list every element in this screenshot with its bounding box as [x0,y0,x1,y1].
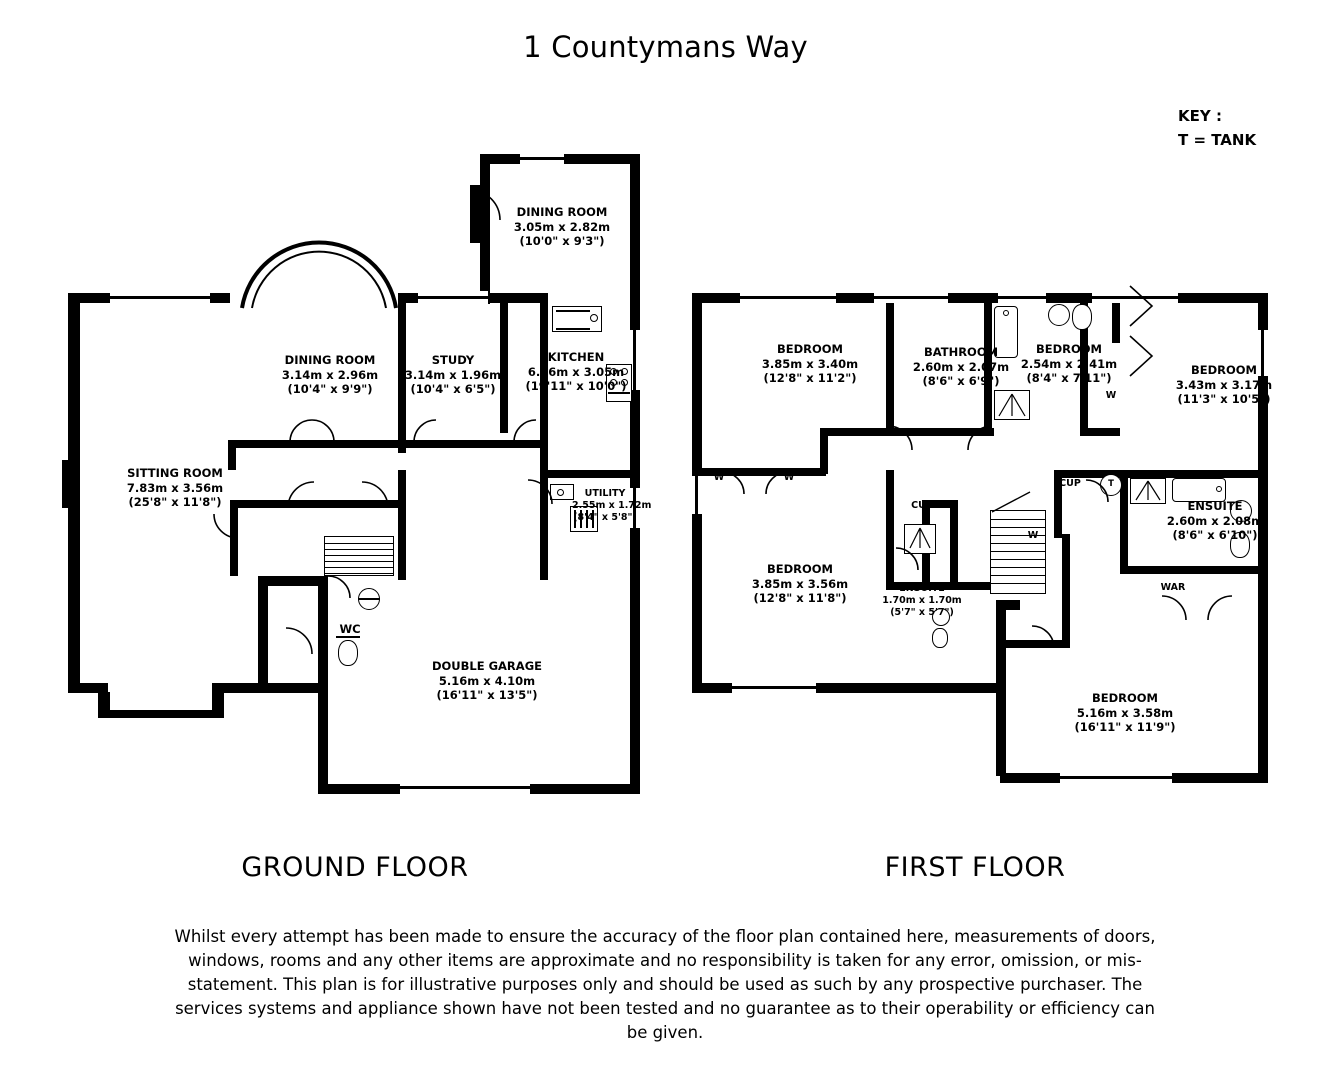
room-label-utility: UTILITY 2.55m x 1.72m (8'4" x 5'8") [572,488,652,524]
room-label-dining-room-1: DINING ROOM 3.05m x 2.82m (10'0" x 9'3") [513,205,611,249]
key-tank-line: T = TANK [1178,131,1257,149]
room-label-ensuite-main: ENSUITE 2.60m x 2.08m (8'6" x 6'10") [1166,499,1264,543]
room-label-ensuite-small: ENSUITE 1.70m x 1.70m (5'7" x 5'7") [882,583,962,619]
wardrobe-label-war: WAR [1160,582,1186,593]
first-floor-label: FIRST FLOOR [884,852,1066,883]
room-label-kitchen: KITCHEN 6.06m x 3.05m (19'11" x 10'0") [525,350,627,394]
wc-toilet-icon [338,640,358,666]
room-label-double-garage: DOUBLE GARAGE 5.16m x 4.10m (16'11" x 13'5") [431,659,542,703]
ground-floor-label: GROUND FLOOR [241,852,469,883]
room-label-bedroom-2: BEDROOM 2.54m x 2.41m (8'4" x 7'11") [1020,342,1118,386]
cupboard-label-1: CUP [911,500,933,511]
room-label-bedroom-5: BEDROOM 5.16m x 3.58m (16'11" x 11'9") [1074,691,1176,735]
wardrobe-label-w3: W [1105,390,1117,401]
room-label-bedroom-1: BEDROOM 3.85m x 3.40m (12'8" x 11'2") [761,342,859,386]
room-label-bathroom: BATHROOM 2.60m x 2.07m (8'6" x 6'9") [912,345,1010,389]
archway [240,230,400,310]
cupboard-label-2: CUP [1059,478,1081,489]
room-label-dining-room-2: DINING ROOM 3.14m x 2.96m (10'4" x 9'9") [281,353,379,397]
key-heading: KEY : [1178,107,1222,125]
first-floor-plan [660,0,1331,820]
room-label-bedroom-3: BEDROOM 3.43m x 3.17m (11'3" x 10'5") [1175,363,1273,407]
disclaimer-text: Whilst every attempt has been made to ensure the accuracy of the floor plan contained here, measurements of doors, windows, rooms and any other items are approximate and no responsibility is taken for any error, omission, or mis-statement. This plan is for illustrative purposes only and should be used as such by any prospective purchaser. The services systems and appliance shown have not been tested and no guarantee as to their operability or efficiency can be given. [174,927,1156,1042]
ground-floor-plan [0,0,680,820]
tank-label: T [1108,479,1114,489]
room-label-study: STUDY 3.14m x 1.96m (10'4" x 6'5") [404,353,502,397]
wardrobe-label-w4: W [1027,530,1039,541]
wardrobe-label-w2: W [783,472,795,483]
wardrobe-label-w1: W [713,472,725,483]
room-label-bedroom-4: BEDROOM 3.85m x 3.56m (12'8" x 11'8") [751,562,849,606]
room-label-wc: WC [339,622,361,636]
page-title: 1 Countymans Way [523,30,808,64]
room-label-sitting-room: SITTING ROOM 7.83m x 3.56m (25'8" x 11'8") [126,466,224,510]
